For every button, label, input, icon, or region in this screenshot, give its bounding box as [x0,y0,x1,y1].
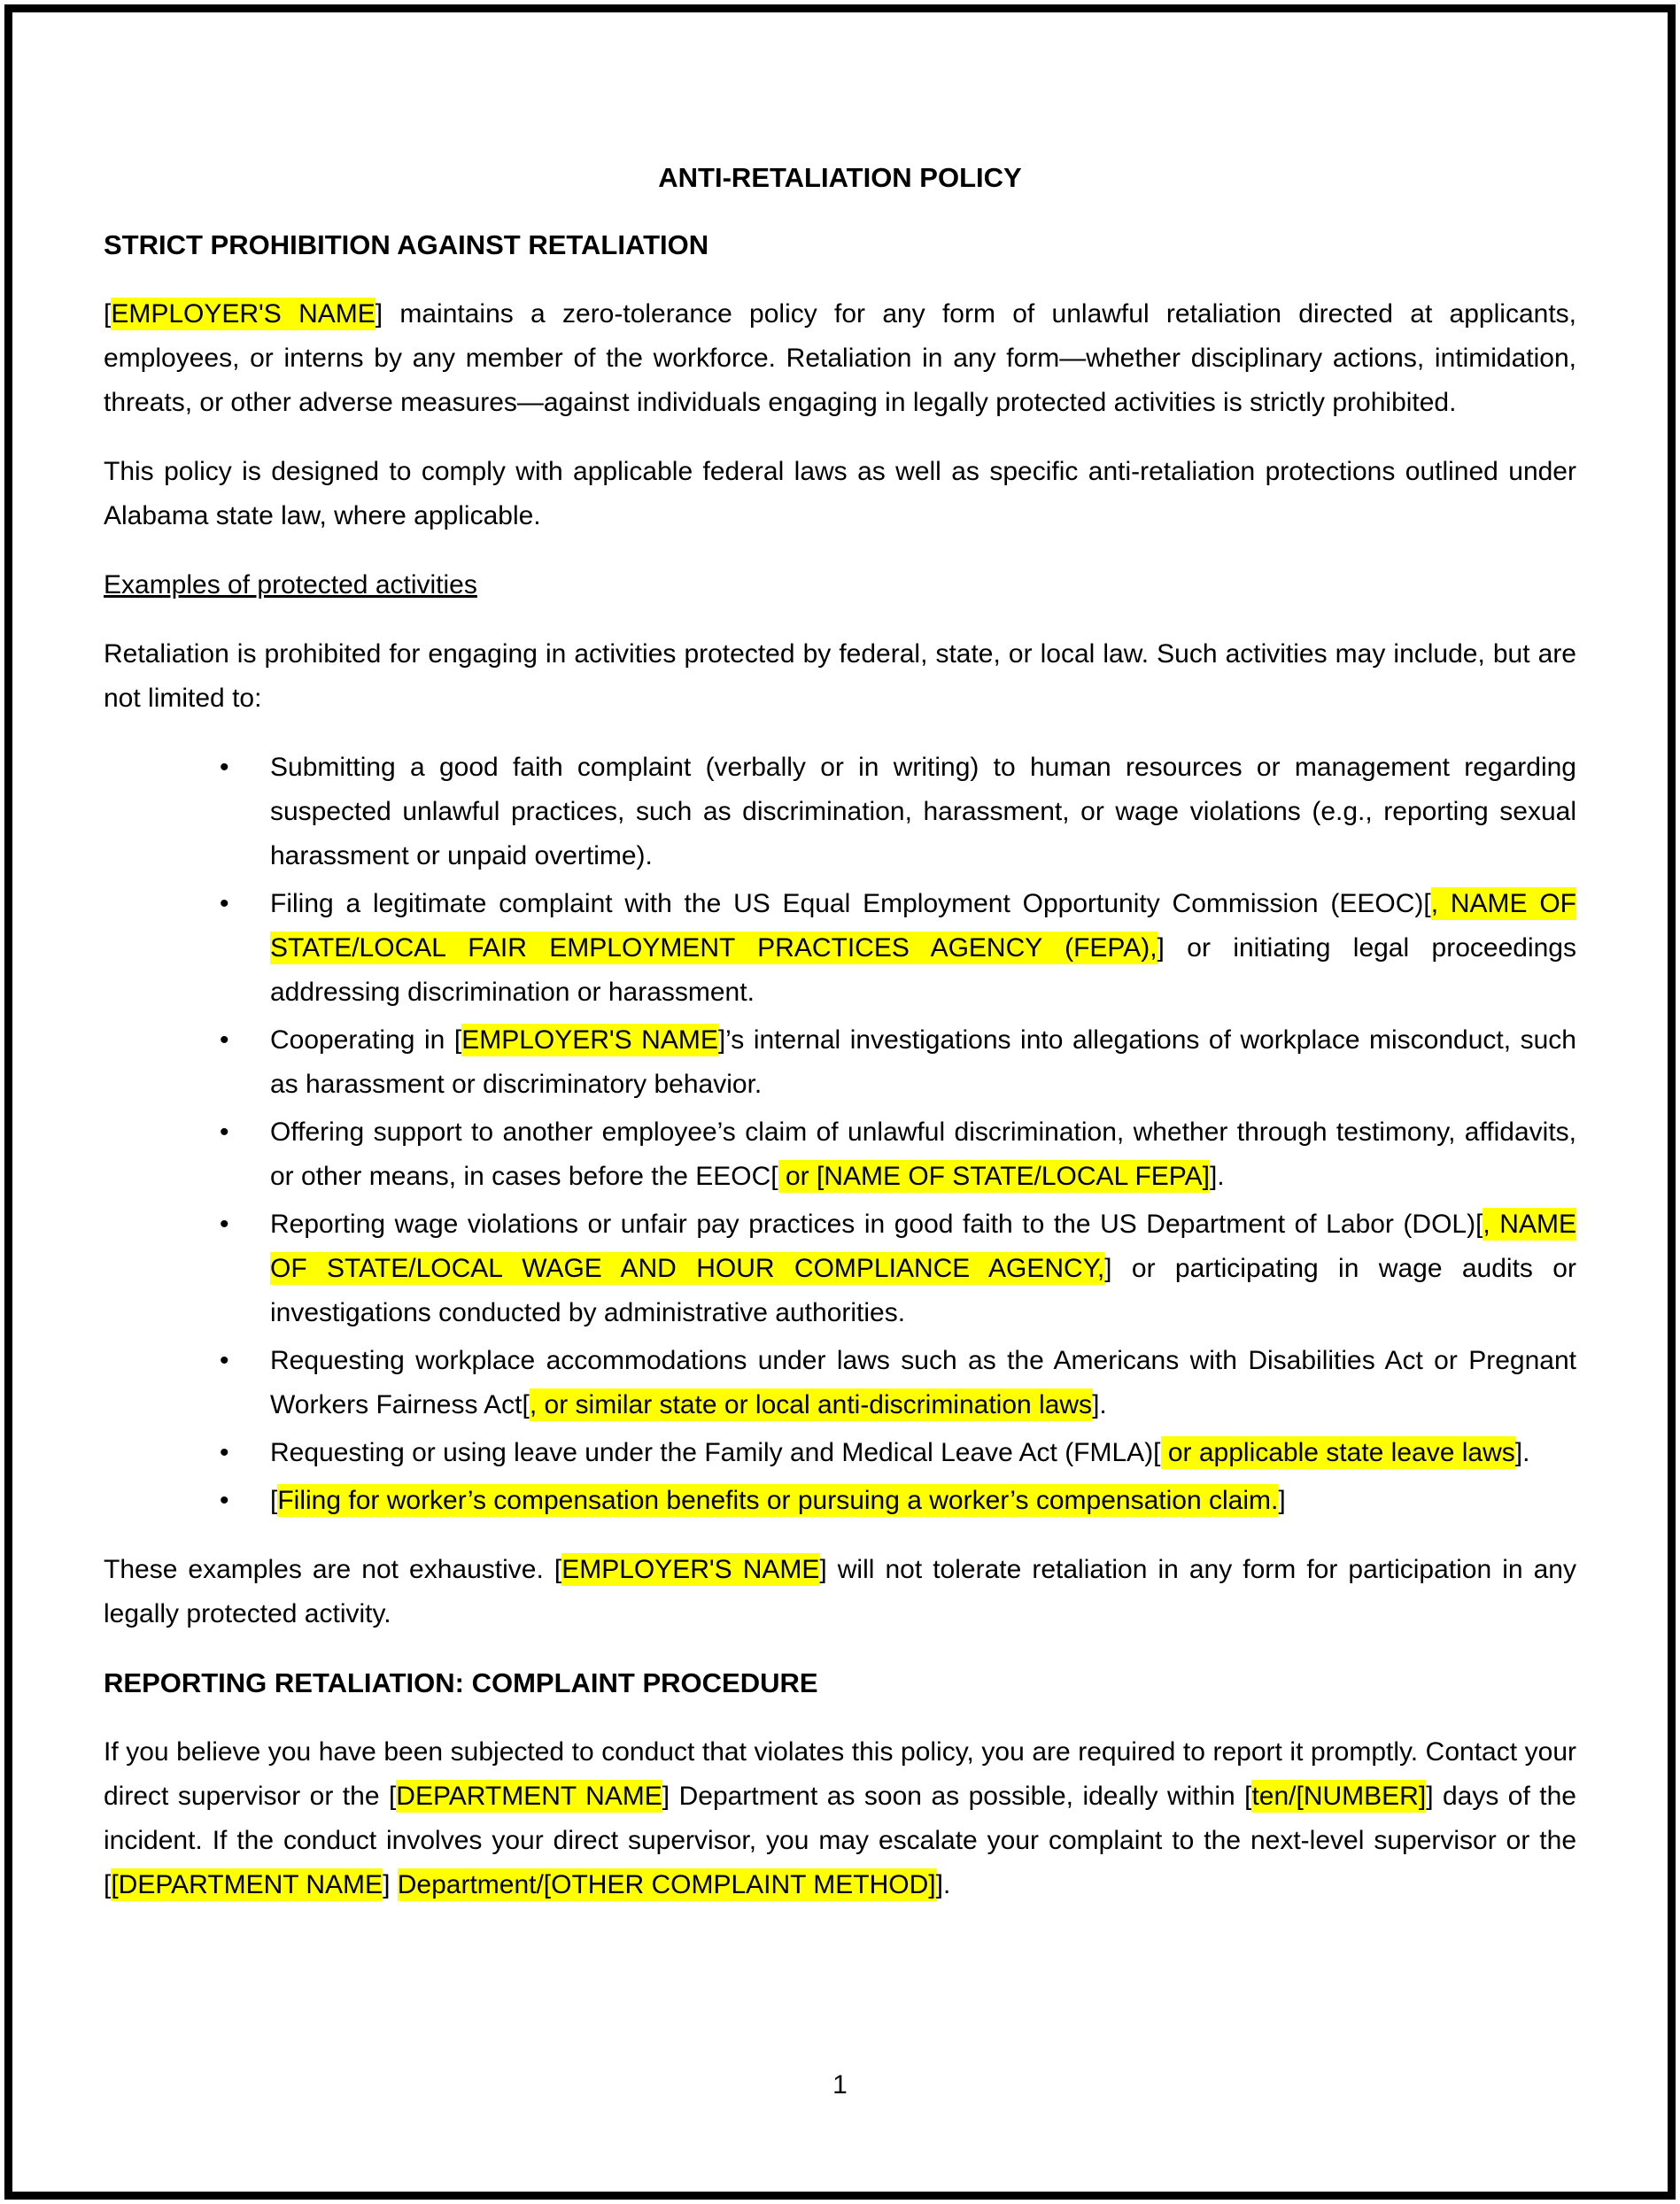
bullet-item: • Cooperating in [EMPLOYER'S NAME]’s internal investigations into allegations of workplace misconduct, such as harassment or discriminatory behavior. [104,1018,1576,1107]
highlighted-placeholder: , NAME OF STATE/LOCAL WAGE AND HOUR COMPLIANCE AGENCY, [270,1210,1576,1283]
paragraph: [EMPLOYER'S NAME] maintains a zero-tolerance policy for any form of unlawful retaliation directed at applicants, employees, or interns by any member of the workforce. Retaliation in any form—whether disciplinary actions, intimidation, threats, or other adverse measures—against individuals engaging in legally protected activities is strictly prohibited. [104,299,1576,417]
highlighted-placeholder: Department/[OTHER COMPLAINT METHOD] [397,1870,936,1899]
highlighted-placeholder: EMPLOYER'S NAME [561,1555,820,1584]
subsection-heading [104,563,1576,607]
bullet-item: • Submitting a good faith complaint (verbally or in writing) to human resources or management regarding suspected unlawful practices, such as discrimination, harassment, or wage violations (e.g., reporting sexual harassment or unpaid overtime). [104,746,1576,878]
highlighted-placeholder: or [NAME OF STATE/LOCAL FEPA] [778,1162,1210,1191]
bullet-item: • Offering support to another employee’s claim of unlawful discrimination, whether through testimony, affidavits, or other means, in cases before the EEOC[ or [NAME OF STATE/LOCAL FEPA]]. [104,1110,1576,1199]
bullet-item: • Reporting wage violations or unfair pay practices in good faith to the US Department of Labor (DOL)[, NAME OF STATE/LOCAL WAGE AND HOUR COMPLIANCE AGENCY,] or participating in wage audits or investigations conducted by administrative authorities. [104,1203,1576,1335]
highlighted-placeholder: EMPLOYER'S NAME [461,1025,718,1055]
paragraph: This policy is designed to comply with applicable federal laws as well as specific anti-retaliation protections outlined under Alabama state law, where applicable. [104,457,1576,530]
page-number: 1 [832,2070,848,2100]
paragraph: Retaliation is prohibited for engaging in activities protected by federal, state, or local law. Such activities may include, but are not limited to: [104,639,1576,713]
highlighted-placeholder: DEPARTMENT NAME [396,1782,662,1811]
highlighted-placeholder: Filing for worker’s compensation benefits or pursuing a worker’s compensation claim. [277,1486,1279,1515]
bullet-list [104,746,1576,1523]
document-title: ANTI-RETALIATION POLICY [658,162,1022,193]
document-blocks [104,223,1576,1907]
underlined-heading-text: Examples of protected activities [104,570,477,599]
paragraph: These examples are not exhaustive. [EMPLOYER'S NAME] will not tolerate retaliation in any form for participation in any legally protected activity. [104,1555,1576,1628]
bullet-item: • Requesting workplace accommodations under laws such as the Americans with Disabilities Act or Pregnant Workers Fairness Act[, or similar state or local anti-discrimination laws]. [104,1339,1576,1427]
highlighted-placeholder: [DEPARTMENT NAME [111,1870,383,1899]
section-heading: REPORTING RETALIATION: COMPLAINT PROCEDURE [104,1667,818,1698]
highlighted-placeholder: , or similar state or local anti-discrimination laws [529,1390,1093,1419]
highlighted-placeholder: ten/[NUMBER] [1251,1782,1427,1811]
highlighted-placeholder: , NAME OF STATE/LOCAL FAIR EMPLOYMENT PRACTICES AGENCY (FEPA), [270,889,1576,963]
bullet-item: • Filing a legitimate complaint with the US Equal Employment Opportunity Commission (EEOC)[, NAME OF STATE/LOCAL FAIR EMPLOYMENT PRACTICES AGENCY (FEPA),] or initiating legal proceedings addressing discrimination or harassment. [104,882,1576,1015]
bullet-item: • [Filing for worker’s compensation benefits or pursuing a worker’s compensation claim.] [104,1479,1576,1523]
section-heading: STRICT PROHIBITION AGAINST RETALIATION [104,229,709,260]
paragraph: If you believe you have been subjected to conduct that violates this policy, you are required to report it promptly. Contact your direct supervisor or the [DEPARTMENT NAME] Department as soon as possible, ideally within [ten/[NUMBER]] days of the incident. If the conduct involves your direct supervisor, you may escalate your complaint to the next-level supervisor or the [[DEPARTMENT NAME] Department/[OTHER COMPLAINT METHOD]]. [104,1737,1576,1899]
bullet-item: • Requesting or using leave under the Family and Medical Leave Act (FMLA)[ or applicable state leave laws]. [104,1431,1576,1475]
highlighted-placeholder: EMPLOYER'S NAME [111,299,375,329]
document-content [104,156,1576,1932]
highlighted-placeholder: or applicable state leave laws [1160,1438,1515,1467]
